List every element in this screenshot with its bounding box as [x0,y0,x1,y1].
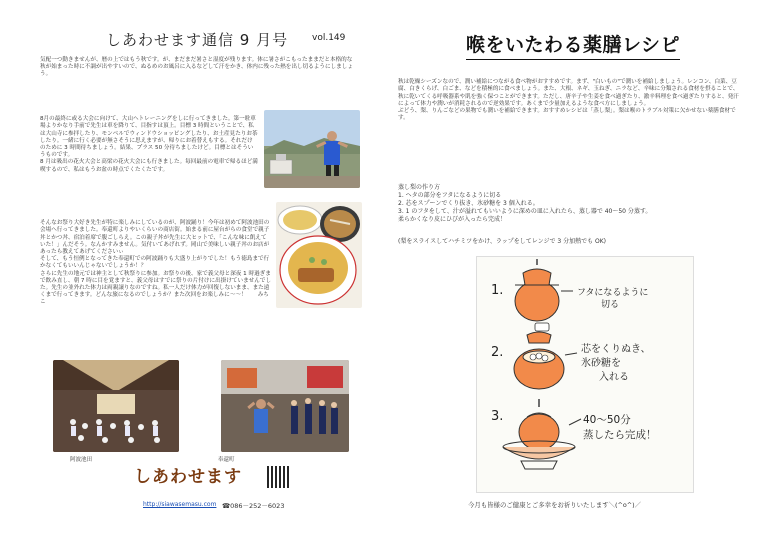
illus-step3-text: 40～50分 蒸したら完成！ [583,414,657,441]
illus-step2-text: 芯をくりぬき、 氷砂糖を 入れる [581,344,651,383]
website-link[interactable]: http://siawasemasu.com [143,501,217,508]
illus-num-2: 2. [491,345,504,360]
qr-code[interactable] [267,466,289,488]
recipe-title: 喉をいたわる薬膳レシピ [466,30,680,57]
step-4: 柔らかくなり皮にひびが入ったら完成！ [398,216,507,223]
step-2: 2. 芯をスプーンでくり抜き、氷砂糖を 3 個入れる。 [398,200,539,207]
newsletter-title: しあわせます通信 9 月号 [106,31,289,49]
recipe-note: (梨をスライスしてハチミツをかけ、ラップをしてレンジで 3 分加熱でも OK) [398,238,606,245]
step-1: 1. ヘタの部分をフタになるように切る [398,192,502,199]
mountain-photo [264,110,360,188]
illus-step1-text: フタになるように 切る [577,288,649,310]
paragraph-awa-odori: そんなお祭り大好き先生が特に楽しみにしているのが、阿波踊り！今年は初めて阿波池田の会場へ行ってきました。奉還町よりやいくらいの商店街。始まる前に屋台がらの食堂で親子丼とかつ丼、宿泊着席で腹ごしらえ。この親子丼が先生に大ヒットで、「こんな味に飢えていた！」んだそう。なんかすみません。気付いてあげれず。岡山で美味しい親子丼のお店があったら教えてあげてくださいぃ そして、もう恒例となってきた奉還町での阿波踊りも大盛り上がりでした！もう徳島まで行かなくてもいいんじゃないでしょうか！？ さらに先生の地元では神主として秋祭りに参加。お祭りの後、家で義父母と深夜 1 時過ぎまで飲み直し、朝 7 時に目を覚ますと、義父母はすでに祭りの片付けに出掛けていませんでした。先生の並外れた体力は両親譲りなのですね。私一人だけ体力が回復しないまま、また遠くまで行ってきます。どんな旅になるのでしょうか？また次回をお楽しみに～～！ みちこ [40,220,272,306]
step-3: 3. 1 のフタをして、汁が溢れてもいいように深めの皿に入れたら、蒸し器で 40～50 分蒸す。 [398,208,652,215]
closing-message: 今月も皆様のご健康とご多幸をお祈りいたします＼(^o^)／ [468,501,641,509]
paragraph-daisen: 8月の最終に或る大会に向けて、大山ヘトレーニングをしに行ってきました。第一駐車場よりかなり手前で先生は車を降りて、目指すは頂上。目標 3 時間ということで、私は大山寺に参拝したり、モンベルでウィンドウショッピングしたり、お土産見たりお茶したり。一緒に行く必要が無さそうに思えますが、帰りにお着替えもする。それだけのために 3 時間待ちましょう。結果、プラス 50 分待ちましたけど。目標とはそういうものです。 8 月は吸出の花火大会と高梁の花火大会にも行きました。毎回最前の電車で帰るほど満喫するので、私はもうお盆の時点でくたくたです。 [40,116,258,173]
recipe-steps [398,184,651,224]
illus-num-3: 3. [491,409,504,424]
awa-ikeda-photo [53,360,179,452]
food-photo [276,202,362,308]
intro-paragraph: 気配一つ動きませんが、暦の上ではもう秋です。が、まだまだ暑さと湿度が残ります。体に暑さがこもったままだと本格的な秋が始まった時に不調が出やすいので、ぬるめのお風呂に入るなどして汗をかき、体内に残った熱を出し切るようにしましょう。 [40,57,353,78]
caption-houkancho: 奉還町 [218,457,235,463]
caption-awa-ikeda: 阿波池田 [70,457,93,463]
illus-num-1: 1. [491,283,504,298]
houkancho-photo [221,360,349,452]
brand-logo: しあわせます [134,467,242,487]
steps-title: 蒸し梨の作り方 [398,184,441,191]
volume-number: vol.149 [312,33,346,43]
phone-number: ☎086－252－6023 [222,502,285,510]
recipe-intro: 秋は乾燥シーズンなので、潤い補給につながる食べ物がおすすめです。まず、"白いもの"で潤いを補給しましょう。レンコン、白菜、豆腐、白きくらげ、白ごま、などを積極的に食べましょう。また、大根、ネギ、玉ねぎ、ニラなど、辛味に分類される食材を摂ることで、秋に乾いてくる呼吸器系や肌を強く保つことができます。ただし、唐辛子や生姜を食べ過ぎたり、激辛料理を食べ過ぎたりすると、発汗によって体力や潤いが消耗されるので逆効果です。あくまで少量加えるような食べ方にしましょう。 ぶどう、梨、りんごなどの果物でも潤いを補給できます。おすすめレシピは「蒸し梨」。梨は喉のトラブル対策に欠かせない薬膳食材です。 [398,79,739,122]
recipe-illustration [476,256,694,493]
